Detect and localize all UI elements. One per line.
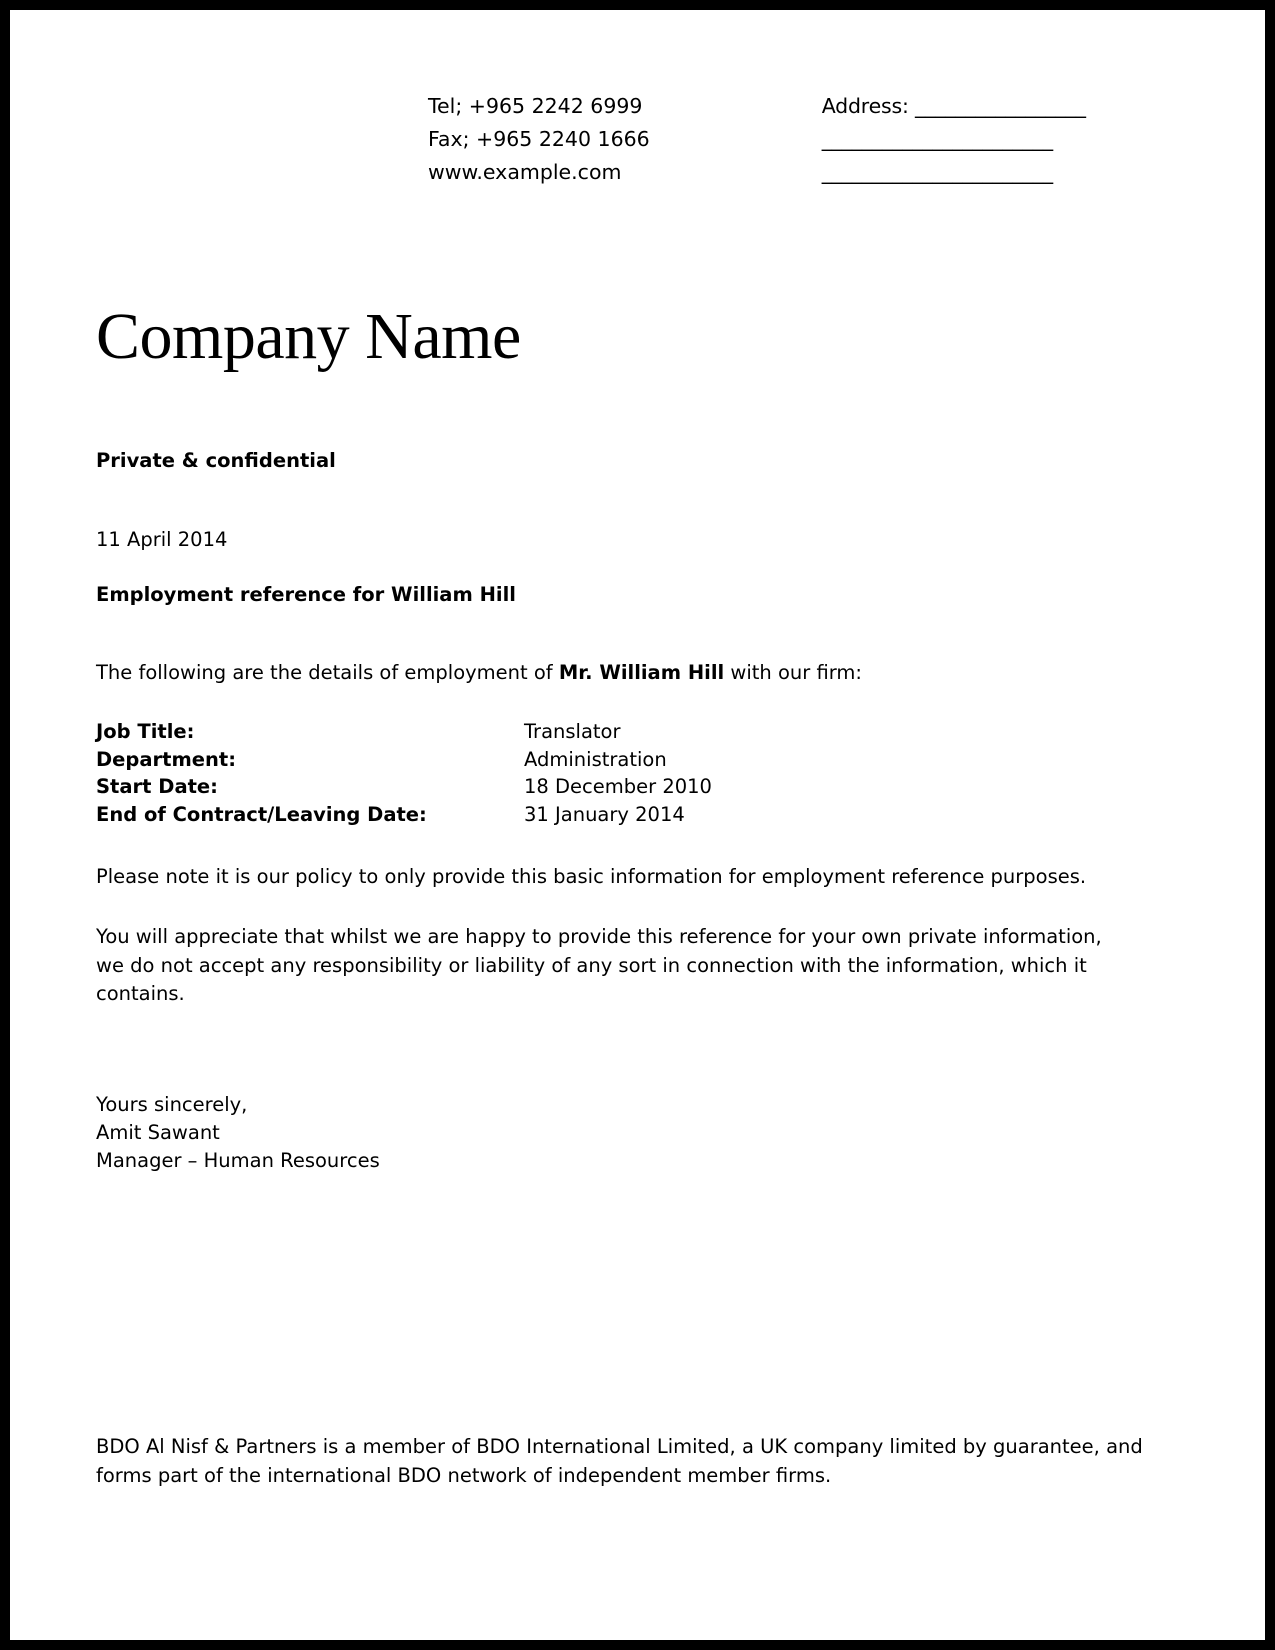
employee-name: Mr. William Hill	[558, 660, 725, 684]
signer-name: Amit Sawant	[96, 1121, 220, 1144]
detail-label: End of Contract/Leaving Date:	[96, 802, 427, 826]
detail-value: 18 December 2010	[524, 775, 712, 799]
table-row	[96, 801, 1195, 829]
liability-paragraph: You will appreciate that whilst we are happy to provide this reference for your own private information, we do not accept any responsibility or liability of any sort in connection with the information, which it contains.	[96, 925, 1102, 1006]
address-details	[822, 90, 1086, 190]
letterhead	[88, 90, 1195, 190]
fax-line: Fax; +965 2240 1666	[428, 127, 650, 152]
company-name-heading: Company Name	[96, 299, 521, 373]
contact-details	[428, 90, 650, 190]
confidentiality-notice: Private & confidential	[96, 448, 336, 472]
signature-block	[96, 1091, 1195, 1176]
policy-paragraph: Please note it is our policy to only provide this basic information for employment reference purposes.	[96, 864, 1087, 888]
page-footer: BDO Al Nisf & Partners is a member of BDO International Limited, a UK company limited by guarantee, and forms part of the international BDO network of independent member firms.	[96, 1435, 1143, 1487]
detail-value: Translator	[524, 719, 621, 743]
address-line-3: _______________________	[821, 160, 1053, 185]
address-line-2: _______________________	[821, 127, 1053, 152]
address-line-1: Address: _________________	[821, 94, 1086, 118]
letter-subject: Employment reference for William Hill	[96, 582, 516, 606]
letter-content	[10, 10, 1265, 1640]
table-row	[96, 746, 1195, 774]
closing-line: Yours sincerely,	[96, 1092, 248, 1116]
signer-title: Manager – Human Resources	[96, 1149, 380, 1173]
letter-date: 11 April 2014	[96, 527, 228, 551]
detail-label: Start Date:	[96, 775, 218, 799]
table-row	[96, 773, 1195, 801]
detail-label: Job Title:	[96, 719, 195, 743]
telephone-line: Tel; +965 2242 6999	[428, 94, 643, 118]
detail-value: Administration	[524, 747, 667, 771]
intro-text-before: The following are the details of employment of	[96, 660, 559, 684]
employment-details-table	[96, 718, 1195, 829]
letter-body	[96, 449, 1195, 1176]
detail-label: Department:	[96, 747, 237, 771]
intro-paragraph	[96, 661, 1195, 684]
website-line: www.example.com	[428, 160, 622, 185]
detail-value: 31 January 2014	[524, 802, 685, 826]
intro-text-after: with our firm:	[724, 660, 862, 684]
table-row	[96, 718, 1195, 746]
